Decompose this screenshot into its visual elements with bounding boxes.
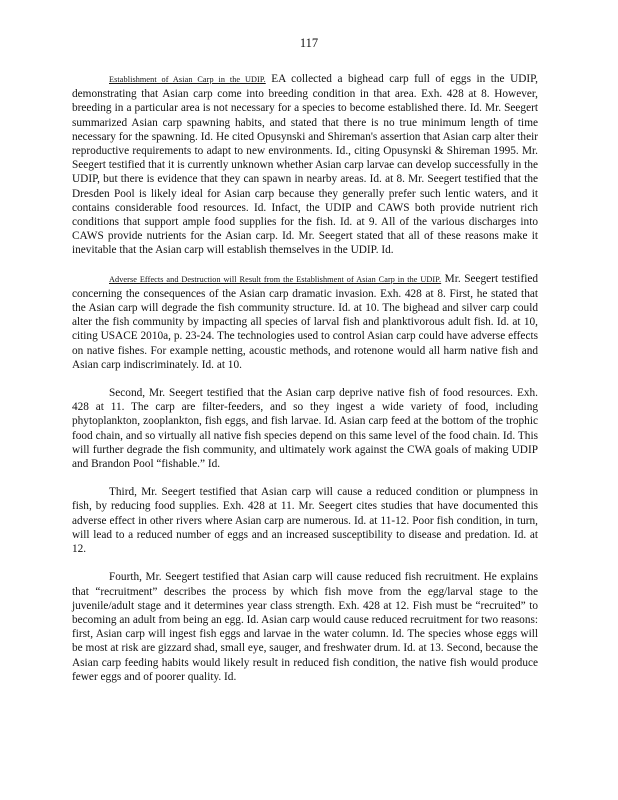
paragraph-third	[72, 485, 538, 556]
paragraph-fourth	[72, 570, 538, 684]
section-heading-adverse-effects: Adverse Effects and Destruction will Result from the Establishment of Asian Carp in the UDIP.	[109, 274, 442, 284]
paragraph-text: Second, Mr. Seegert testified that the Asian carp deprive native fish of food resources. Exh. 428 at 11. The carp are filter-feeders, and so they ingest a wide variety of food, including phytoplankton, zooplankton, fish eggs, and fish larvae. Id. Asian carp feed at the bottom of the trophic food chain, and so virtually all native fish species depend on this same level of the food chain. Id. This will further degrade the fish community, and ultimately work against the CWA goals of making UDIP and Brandon Pool “fishable.” Id.	[72, 387, 538, 471]
page-body	[72, 72, 538, 698]
paragraph-text: Third, Mr. Seegert testified that Asian carp will cause a reduced condition or plumpness in fish, by reducing food supplies. Exh. 428 at 11. Mr. Seegert cites studies that have documented this adverse effect in other rivers where Asian carp are numerous. Id. at 11-12. Poor fish condition, in turn, will lead to a reduced number of eggs and an increased susceptibility to disease and predation. Id. at 12.	[72, 486, 538, 556]
paragraph-establishment	[72, 72, 538, 258]
paragraph-adverse-effects	[72, 272, 538, 372]
paragraph-text: Fourth, Mr. Seegert testified that Asian carp will cause reduced fish recruitment. He explains that “recruitment” describes the process by which fish move from the egg/larval stage to the juvenile/adult stage and it determines year class strength. Exh. 428 at 12. Fish must be “recruited” to becoming an adult from being an egg. Id. Asian carp would cause reduced recruitment for two reasons: first, Asian carp will ingest fish eggs and larvae in the water column. Id. The species whose eggs will be most at risk are gizzard shad, small eye, sauger, and freshwater drum. Id. at 13. Second, because the Asian carp feeding habits would likely result in reduced fish condition, the native fish would produce fewer eggs and of poorer quality. Id.	[72, 571, 538, 683]
section-heading-establishment: Establishment of Asian Carp in the UDIP.	[109, 75, 266, 84]
paragraph-text: EA collected a bighead carp full of eggs in the UDIP, demonstrating that Asian carp come into breeding condition in that area. Exh. 428 at 8. However, breeding in a particular area is not necessary for a species to become established there. Id. Mr. Seegert summarized Asian carp spawning habits, and stated that there is no true minimum length of time necessary for the spawning. Id. He cited Opusynski and Shireman's assertion that Asian carp alter their reproductive requirements to adapt to new environments. Id., citing Opusynski & Shireman 1995. Mr. Seegert testified that it is currently unknown whether Asian carp larvae can develop successfully in the UDIP, but there is evidence that they can spawn in nearby areas. Id. at 8. Mr. Seegert testified that the Dresden Pool is likely ideal for Asian carp because they generally prefer such lentic waters, and it contains considerable food resources. Id. Infact, the UDIP and CAWS both provide nutrient rich conditions that support ample food supplies for the fish. Id. at 9. All of the various discharges into CAWS provide nutrients for the Asian carp. Id. Mr. Seegert stated that all of these reasons make it inevitable that the Asian carp will establish themselves in the UDIP. Id.	[72, 73, 539, 257]
paragraph-second	[72, 386, 538, 471]
paragraph-text: Mr. Seegert testified concerning the consequences of the Asian carp dramatic invasion. Exh. 428 at 8. First, he stated that the Asian carp will degrade the fish community structure. Id. at 10. The bighead and silver carp could alter the fish community by impacting all species of larval fish and planktivorous adult fish. Id. at 10, citing USACE 2010a, p. 23-24. The technologies used to control Asian carp could have adverse effects on native fishes. For example netting, acoustic methods, and rotenone would all harm native fish and Asian carp indiscriminately. Id. at 10.	[72, 272, 539, 371]
page-number: 117	[299, 36, 319, 50]
